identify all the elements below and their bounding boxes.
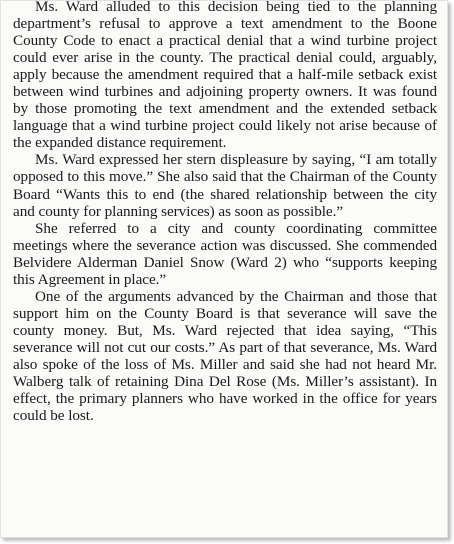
article-body [13, 0, 437, 424]
paragraph-severance-costs: One of the arguments advanced by the Chairman and those that support him on the County Board is that severance will save the county money. But, Ms. Ward rejected that idea saying, “This severance will not cut our costs.” As part of that severance, Ms. Ward also spoke of the loss of Ms. Miller and said she had not heard Mr. Walberg talk of retaining Dina Del Rose (Ms. Miller’s assistant). In effect, the primary planners who have worked in the office for years could be lost. [13, 287, 437, 425]
paragraph-coordinating-committee: She referred to a city and county coordinating committee meetings where the severance action was discussed. She commended Belvidere Alderman Daniel Snow (Ward 2) who “supports keeping this Agreement in place.” [13, 219, 437, 288]
paragraph-ward-displeasure: Ms. Ward expressed her stern displeasure by saying, “I am totally opposed to this move.” She also said that the Chairman of the County Board “Wants this to end (the shared relationship between the city and county for planning services) as soon as possible.” [13, 151, 437, 220]
paragraph-planning-denial: Ms. Ward alluded to this decision being tied to the planning department’s refusal to approve a text amendment to the Boone County Code to enact a practical denial that a wind turbine project could ever arise in the county. The practical denial could, arguably, apply because the amendment required that a half-mile setback exist between wind turbines and adjoining property owners. It was found by those promoting the text amendment and the extended setback language that a wind turbine project could likely not arise because of the expanded distance requirement. [13, 0, 437, 152]
